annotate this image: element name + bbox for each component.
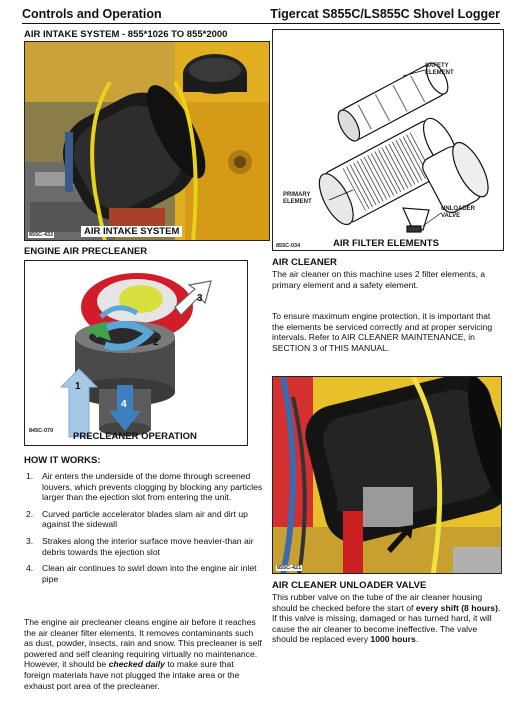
intake-photo <box>24 41 270 241</box>
precleaner-number-2: 2 <box>153 337 159 348</box>
air-cleaner-para-1: The air cleaner on this machine uses 2 filter elements, a primary element and a safety element. <box>272 269 486 290</box>
unloader-fig-id: 855C-421 <box>277 565 302 571</box>
unloader-photo <box>272 376 502 574</box>
air-cleaner-heading: AIR CLEANER <box>272 257 337 268</box>
manual-title: Tigercat S855C/LS855C Shovel Logger <box>270 7 500 21</box>
precleaner-number-3: 3 <box>197 293 203 304</box>
how-it-works-steps <box>24 471 264 590</box>
intake-caption: AIR INTAKE SYSTEM <box>81 226 182 237</box>
unloader-description: This rubber valve on the tube of the air cleaner housing should be checked before the start of every shift (8 hours). If this valve is missing, damaged or has turned hard, it will cause the air cleaner to become ineffective. The valve should be replaced every 1000 hours. <box>272 592 501 645</box>
unloader-valve-label: UNLOADER VALVE <box>441 206 475 219</box>
safety-element-label: SAFETY ELEMENT <box>425 63 454 76</box>
unloader-heading: AIR CLEANER UNLOADER VALVE <box>272 580 427 591</box>
precleaner-fig-id: 845C-070 <box>29 428 54 434</box>
page-header <box>22 4 500 24</box>
intake-fig-id: 855C-432 <box>29 232 54 238</box>
filter-diagram <box>272 29 504 251</box>
filter-fig-id: 855C-034 <box>276 243 301 249</box>
section-title: Controls and Operation <box>22 7 162 21</box>
precleaner-caption: PRECLEANER OPERATION <box>73 431 197 442</box>
unloader-illustration <box>273 377 502 574</box>
primary-element-label: PRIMARY ELEMENT <box>283 192 312 205</box>
precleaner-description: The engine air precleaner cleans engine air before it reaches the air cleaner filter elements. It removes contaminants such as dust, powder, insects, rain and snow. This precleaner is self powered and self cleaning requiring virtually no maintenance. However, it should be checked daily to make sure that foreign materials have not plugged the intake area or the exhaust port area of the precleaner. <box>24 617 262 691</box>
precleaner-number-4: 4 <box>121 399 127 410</box>
step-item: 4. Clean air continues to swirl down into the engine air inlet pipe <box>26 563 257 584</box>
step-item: 3. Strakes along the interior surface move heavier-than air debris towards the ejection slot <box>26 535 254 557</box>
precleaner-illustration <box>25 261 248 446</box>
precleaner-diagram <box>24 260 248 446</box>
step-item: 1. Air enters the underside of the dome through screened louvers, which prevents clogging by blocking any particles larger than the ejection slot from entering the unit. <box>26 471 263 503</box>
filter-caption: AIR FILTER ELEMENTS <box>333 238 439 249</box>
intake-illustration <box>25 42 270 241</box>
precleaner-number-1: 1 <box>75 381 81 392</box>
precleaner-heading: ENGINE AIR PRECLEANER <box>24 246 148 257</box>
air-cleaner-para-2: To ensure maximum engine protection, it is important that the elements be serviced correctly and at proper servicing intervals. Refer to AIR CLEANER MAINTENANCE, in SECTION 3 of THIS MANUAL. <box>272 311 493 353</box>
how-it-works-heading: HOW IT WORKS: <box>24 455 101 466</box>
step-item: 2. Curved particle accelerator blades slam air and dirt up against the sidewall <box>26 508 248 530</box>
intake-heading: AIR INTAKE SYSTEM - 855*1026 TO 855*2000 <box>24 29 228 40</box>
